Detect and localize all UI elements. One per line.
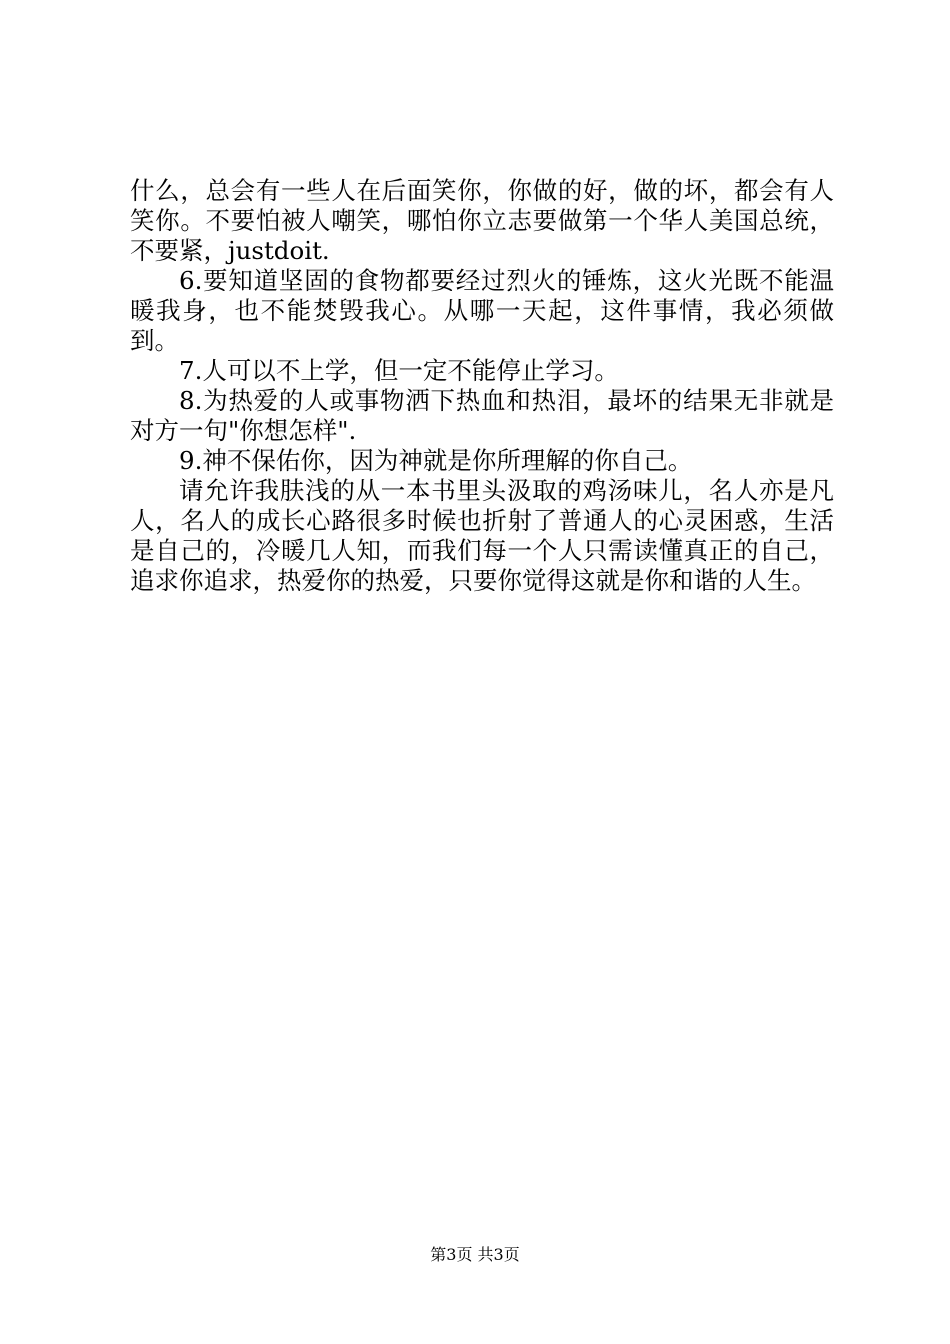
paragraph-item-6: 6.要知道坚固的食物都要经过烈火的锤炼，这火光既不能温暖我身，也不能焚毁我心。从哪一天起，这件事情，我必须做到。 bbox=[130, 266, 834, 355]
paragraph-continuation: 什么，总会有一些人在后面笑你，你做的好，做的坏，都会有人笑你。不要怕被人嘲笑，哪怕你立志要做第一个华人美国总统，不要紧，justdoit. bbox=[130, 176, 834, 265]
paragraph-item-8: 8.为热爱的人或事物洒下热血和热泪，最坏的结果无非就是对方一句"你想怎样". bbox=[130, 386, 834, 445]
document-body bbox=[130, 176, 834, 596]
page-number-footer: 第3页 共3页 bbox=[430, 1245, 520, 1264]
paragraph-item-7: 7.人可以不上学，但一定不能停止学习。 bbox=[179, 356, 619, 385]
paragraph-item-9: 9.神不保佑你，因为神就是你所理解的你自己。 bbox=[179, 446, 693, 475]
paragraph-conclusion: 请允许我肤浅的从一本书里头汲取的鸡汤味儿，名人亦是凡人，名人的成长心路很多时候也折射了普通人的心灵困惑，生活是自己的，冷暖几人知，而我们每一个人只需读懂真正的自己，追求你追求，热爱你的热爱，只要你觉得这就是你和谐的人生。 bbox=[130, 476, 834, 595]
